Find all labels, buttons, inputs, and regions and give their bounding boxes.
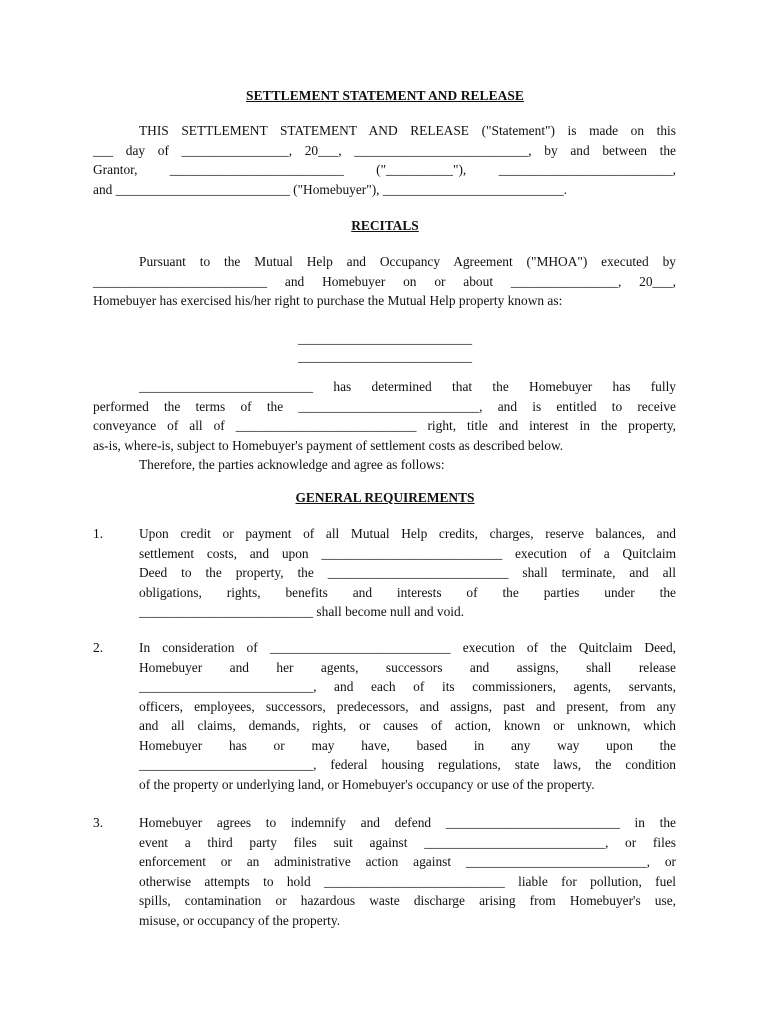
item-body xyxy=(139,813,676,930)
performance-line: as-is, where-is, subject to Homebuyer's payment of settlement costs as described below. xyxy=(93,437,564,453)
recitals-line: __________________________ and Homebuyer on or about ________________, 20___, xyxy=(93,273,676,289)
item-line: In consideration of ___________________________ execution of the Quitclaim Deed, xyxy=(139,640,676,655)
intro-line: and __________________________ ("Homebuyer"), ___________________________. xyxy=(93,181,567,197)
item-line: and all claims, demands, rights, or causes of action, known or unknown, which xyxy=(139,718,676,733)
item-line: spills, contamination or hazardous waste discharge arising from Homebuyer's use, xyxy=(139,893,676,908)
item-line: __________________________, and each of its commissioners, agents, servants, xyxy=(139,679,676,694)
intro-paragraph xyxy=(93,121,676,199)
item-line: otherwise attempts to hold ___________________________ liable for pollution, fuel xyxy=(139,873,676,889)
intro-line: ___ day of ________________, 20___, __________________________, by and between the xyxy=(93,142,676,158)
item-line: obligations, rights, benefits and interests of the parties under the xyxy=(139,584,676,600)
item-line: Upon credit or payment of all Mutual Help credits, charges, reserve balances, and xyxy=(139,526,676,541)
item-line: __________________________, federal housing regulations, state laws, the condition xyxy=(139,757,676,772)
document-title: SETTLEMENT STATEMENT AND RELEASE xyxy=(246,88,524,103)
item-line: of the property or underlying land, or Homebuyer's occupancy or use of the property. xyxy=(139,776,595,792)
item-line: event a third party files suit against ___________________________, or files xyxy=(139,834,676,850)
intro-line: Grantor, __________________________ ("__________"), __________________________, xyxy=(93,162,676,177)
item-line: Deed to the property, the ___________________________ shall terminate, and all xyxy=(139,565,676,580)
item-number: 1. xyxy=(93,526,104,541)
item-line: __________________________ shall become null and void. xyxy=(139,604,465,619)
performance-line: conveyance of all of ___________________________ right, title and interest in the property, xyxy=(93,418,676,433)
item-body xyxy=(139,524,676,622)
item-body xyxy=(139,638,676,794)
item-line: enforcement or an administrative action against ___________________________, or xyxy=(139,854,676,869)
item-line: Homebuyer and her agents, successors and assigns, shall release xyxy=(139,659,676,675)
item-number: 2. xyxy=(93,640,104,655)
item-line: officers, employees, successors, predecessors, and assigns, past and present, from any xyxy=(139,698,676,714)
recitals-heading: RECITALS xyxy=(351,218,419,233)
performance-paragraph xyxy=(93,377,676,475)
performance-line: __________________________ has determined that the Homebuyer has fully xyxy=(139,379,676,394)
general-requirements-heading: GENERAL REQUIREMENTS xyxy=(295,490,475,505)
item-line: Homebuyer agrees to indemnify and defend __________________________ in the xyxy=(139,815,676,830)
therefore-line: Therefore, the parties acknowledge and agree as follows: xyxy=(139,457,445,472)
property-blank-line: __________________________ xyxy=(297,349,473,364)
item-number: 3. xyxy=(93,815,104,830)
recitals-line: Pursuant to the Mutual Help and Occupancy Agreement ("MHOA") executed by xyxy=(139,254,676,269)
recitals-line: Homebuyer has exercised his/her right to purchase the Mutual Help property known as: xyxy=(93,293,563,308)
recitals-paragraph xyxy=(93,252,676,311)
item-line: misuse, or occupancy of the property. xyxy=(139,912,341,928)
performance-line: performed the terms of the ___________________________, and is entitled to receive xyxy=(93,398,676,414)
intro-line: THIS SETTLEMENT STATEMENT AND RELEASE ("Statement") is made on this xyxy=(139,123,676,138)
property-blank-line: __________________________ xyxy=(297,331,473,346)
item-line: Homebuyer has or may have, based in any way upon the xyxy=(139,737,676,753)
item-line: settlement costs, and upon ___________________________ execution of a Quitclaim xyxy=(139,545,676,561)
